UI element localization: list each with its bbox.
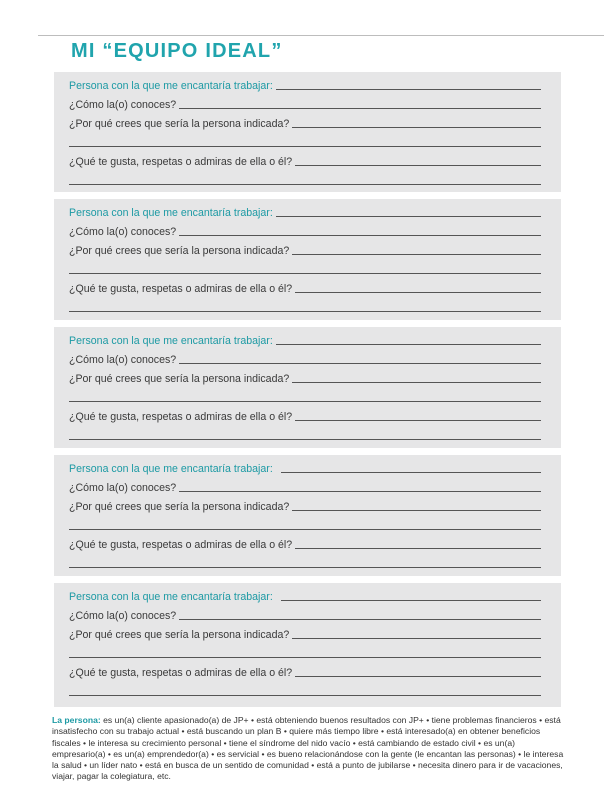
why-label: ¿Por qué crees que sería la persona indicada?	[69, 118, 290, 130]
why-field-continued[interactable]	[69, 273, 541, 274]
why-field[interactable]	[292, 127, 541, 128]
how-field[interactable]	[179, 363, 541, 364]
why-row	[69, 627, 541, 641]
how-row	[69, 224, 541, 238]
like-field[interactable]	[295, 420, 541, 421]
why-label: ¿Por qué crees que sería la persona indicada?	[69, 373, 290, 385]
footer-note	[52, 715, 567, 783]
like-row	[69, 281, 541, 295]
how-field[interactable]	[179, 619, 541, 620]
person-field[interactable]	[276, 344, 541, 345]
card-2	[54, 199, 561, 320]
why-row	[69, 499, 541, 513]
why-label: ¿Por qué crees que sería la persona indicada?	[69, 245, 290, 257]
how-row	[69, 608, 541, 622]
person-label: Persona con la que me encantaría trabajar:	[69, 463, 273, 475]
how-row	[69, 480, 541, 494]
how-label: ¿Cómo la(o) conoces?	[69, 99, 177, 111]
why-field-continued[interactable]	[69, 401, 541, 402]
card-5	[54, 583, 561, 707]
why-field-continued[interactable]	[69, 146, 541, 147]
like-row	[69, 154, 541, 168]
how-field[interactable]	[179, 491, 541, 492]
why-label: ¿Por qué crees que sería la persona indicada?	[69, 629, 290, 641]
person-label: Persona con la que me encantaría trabajar:	[69, 80, 273, 92]
how-row	[69, 352, 541, 366]
like-label: ¿Qué te gusta, respetas o admiras de ella o él?	[69, 156, 293, 168]
why-row	[69, 371, 541, 385]
why-row	[69, 243, 541, 257]
like-label: ¿Qué te gusta, respetas o admiras de ella o él?	[69, 539, 293, 551]
person-label: Persona con la que me encantaría trabajar:	[69, 207, 273, 219]
like-field-continued[interactable]	[69, 695, 541, 696]
like-row	[69, 537, 541, 551]
why-field[interactable]	[292, 638, 541, 639]
how-field[interactable]	[179, 108, 541, 109]
like-field-continued[interactable]	[69, 311, 541, 312]
how-label: ¿Cómo la(o) conoces?	[69, 610, 177, 622]
like-field[interactable]	[295, 165, 541, 166]
how-field[interactable]	[179, 235, 541, 236]
how-label: ¿Cómo la(o) conoces?	[69, 482, 177, 494]
like-label: ¿Qué te gusta, respetas o admiras de ella o él?	[69, 667, 293, 679]
why-row	[69, 116, 541, 130]
page-title: MI “EQUIPO IDEAL”	[71, 40, 283, 62]
why-field[interactable]	[292, 510, 541, 511]
why-field[interactable]	[292, 254, 541, 255]
top-divider	[38, 35, 604, 36]
how-label: ¿Cómo la(o) conoces?	[69, 354, 177, 366]
person-row	[69, 333, 541, 347]
person-row	[69, 205, 541, 219]
card-1	[54, 72, 561, 192]
card-3	[54, 327, 561, 448]
like-label: ¿Qué te gusta, respetas o admiras de ella o él?	[69, 411, 293, 423]
footer-text: es un(a) cliente apasionado(a) de JP+ • está obteniendo buenos resultados con JP+ • tiene problemas financieros • está insatisfecho con su trabajo actual • está buscando un plan B • quiere más tiempo libre • está interesado(a) en obtener beneficios fiscales • le interesa su crecimiento personal • tiene el síndrome del nido vacío • está cambiando de estado civil • es un(a) empresario(a) • es un(a) emprendedor(a) • es servicial • es bueno relacionándose con la gente (le encantan las personas) • le interesa la salud • un líder nato • está en busca de un sentido de comunidad • está a punto de jubilarse • necesita dinero para ir de vacaciones, viajar, pagar la colegiatura, etc.	[52, 715, 564, 782]
like-field[interactable]	[295, 548, 541, 549]
why-field-continued[interactable]	[69, 657, 541, 658]
why-field[interactable]	[292, 382, 541, 383]
person-row	[69, 78, 541, 92]
person-field[interactable]	[276, 89, 541, 90]
like-label: ¿Qué te gusta, respetas o admiras de ella o él?	[69, 283, 293, 295]
like-field[interactable]	[295, 292, 541, 293]
person-row	[69, 589, 541, 603]
person-field[interactable]	[281, 472, 541, 473]
person-field[interactable]	[281, 600, 541, 601]
how-row	[69, 97, 541, 111]
person-row	[69, 461, 541, 475]
why-label: ¿Por qué crees que sería la persona indicada?	[69, 501, 290, 513]
like-field-continued[interactable]	[69, 439, 541, 440]
person-label: Persona con la que me encantaría trabajar:	[69, 591, 273, 603]
like-field[interactable]	[295, 676, 541, 677]
like-field-continued[interactable]	[69, 567, 541, 568]
like-field-continued[interactable]	[69, 184, 541, 185]
why-field-continued[interactable]	[69, 529, 541, 530]
like-row	[69, 665, 541, 679]
person-label: Persona con la que me encantaría trabajar:	[69, 335, 273, 347]
card-4	[54, 455, 561, 576]
person-field[interactable]	[276, 216, 541, 217]
like-row	[69, 409, 541, 423]
how-label: ¿Cómo la(o) conoces?	[69, 226, 177, 238]
footer-label: La persona:	[52, 715, 101, 725]
